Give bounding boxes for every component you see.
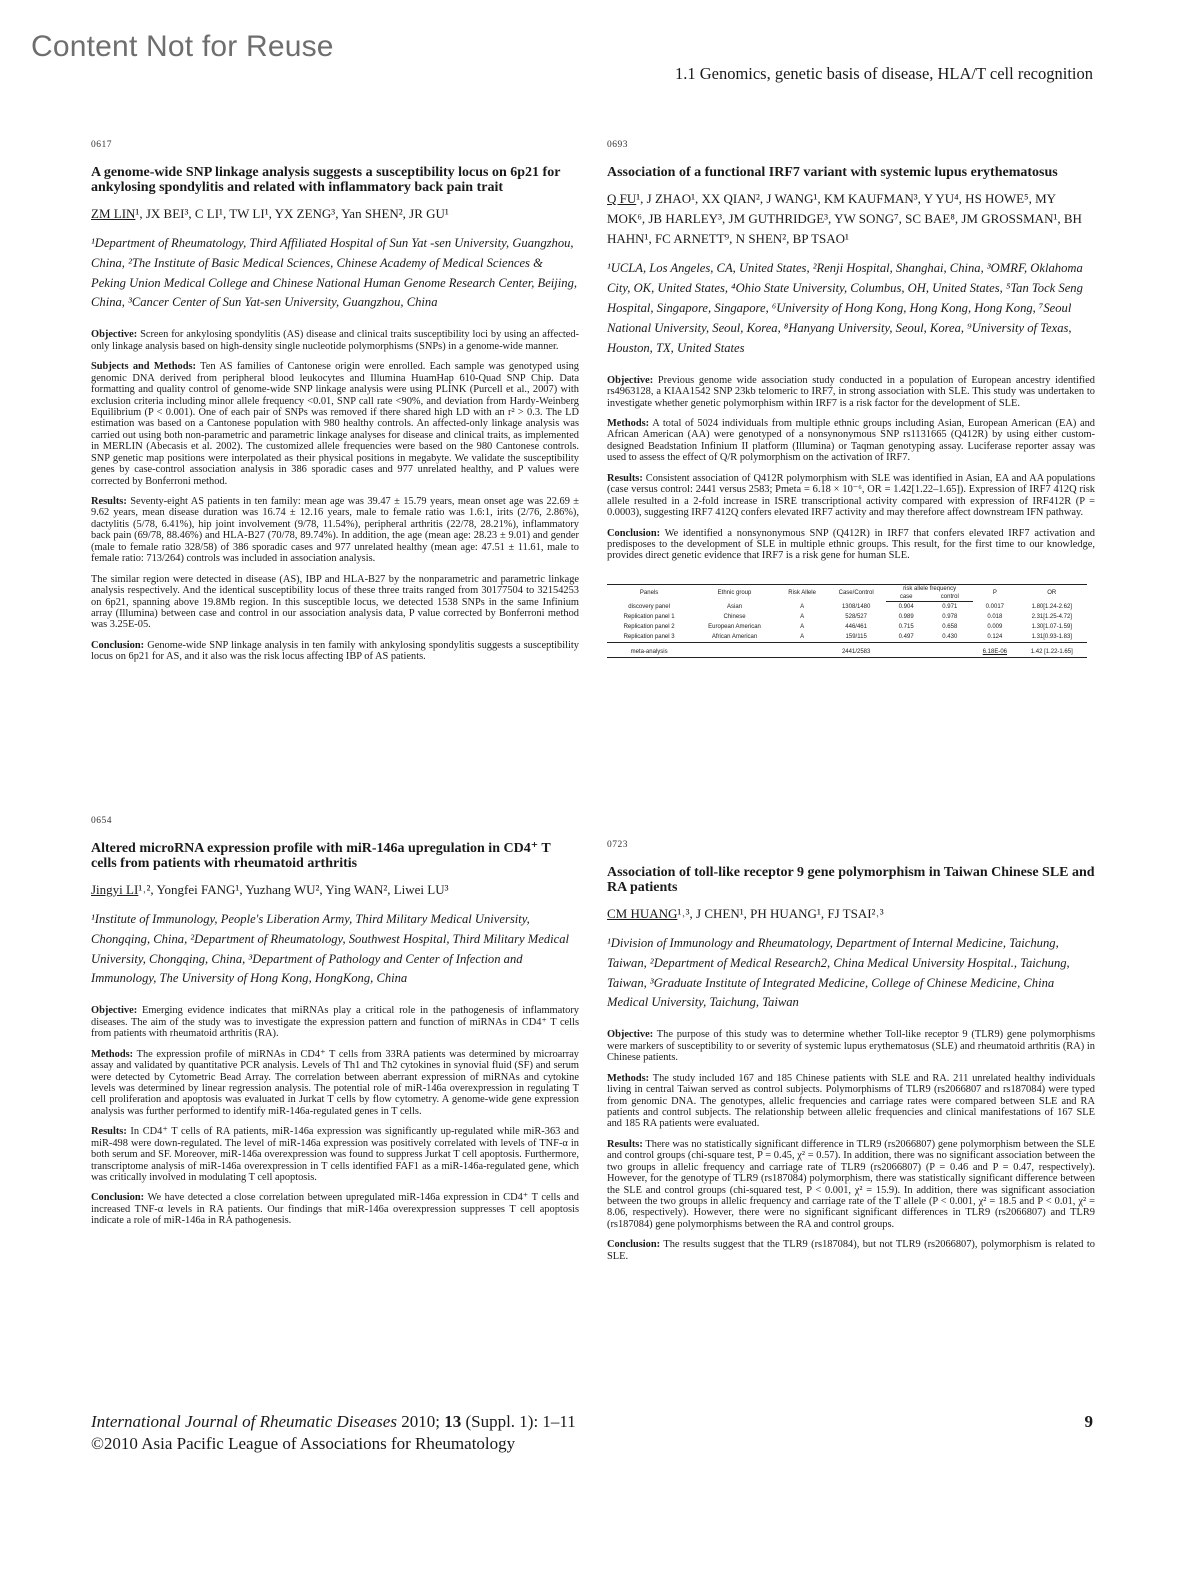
abstract-0617 — [91, 140, 579, 672]
table-header: OR — [1017, 584, 1087, 601]
table-header: risk allele frequency — [886, 584, 973, 593]
presenting-author: Q FU — [607, 190, 637, 206]
table-header: Case/Control — [826, 584, 886, 601]
abstract-id: 0617 — [91, 140, 112, 150]
table-header: P — [973, 584, 1016, 601]
section-conclusion: Conclusion: We identified a nonsynonymous SNP (Q412R) in IRF7 that confers elevated IRF7 activation and predisposes to the development of SLE in multiple ethnic groups. This result, for the first time to our knowledge, provides direct genetic evidence that IRF7 is a risk gene for human SLE. — [607, 527, 1095, 562]
abstract-0654 — [91, 816, 579, 1236]
footer-copyright: ©2010 Asia Pacific League of Associations for Rheumatology — [91, 1434, 516, 1453]
table-subheader: case — [886, 593, 926, 602]
abstract-title: Association of toll-like receptor 9 gene polymorphism in Taiwan Chinese SLE and RA patients — [607, 865, 1095, 895]
section-results: Results: Seventy-eight AS patients in ten family: mean age was 39.47 ± 15.79 years, mean onset age was 22.69 ± 9.62 years, mean disease duration was 16.74 ± 12.16 years, male to female ratio was 1.6:1, irits (2/76, 2.86%), dactylitis (5/78, 6.41%), hip joint involvement (9/78, 11.54%), peripheral arthritis (22/78, 28.21%), inflammatory back pain (69/78, 88.46%) and HLA-B27 (70/78, 89.74%). In addition, the age (mean age: 28.23 ± 9.01) and gender (male to female ratio 328/58) of 386 sporadic cases and 977 unrelated healthy (mean age: 47.51 ± 11.61, male to female ratio: 713/264) controls was included in association analysis. — [91, 496, 579, 565]
table-row: Replication panel 1 Chinese A 528/527 0.989 0.978 0.018 2.31[1.25-4.72] — [623, 613, 1072, 620]
abstract-affiliations: ¹Division of Immunology and Rheumatology, Department of Internal Medicine, Taichung, Taiwan, ²Department of Medical Research2, China Medical University Hospital., Taichung, Taiwan, ³Graduate Institute of Integrated Medicine, College of Chinese Medicine, China Medical University, Taichung, Taiwan — [607, 935, 1070, 1010]
table-subheader: control — [926, 593, 973, 602]
abstract-affiliations: ¹UCLA, Los Angeles, CA, United States, ²Renji Hospital, Shanghai, China, ³OMRF, Oklahoma City, OK, United States, ⁴Ohio State University, Columbus, OH, United States, ⁵Tan Tock Seng Hospital, Singapore, Singapore, ⁶University of Hong Kong, Hong Kong, Hong Kong, ⁷Seoul National University, Seoul, Korea, ⁸Hanyang University, Seoul, Korea, ⁹University of Texas, Houston, TX, United States — [607, 261, 1083, 355]
abstract-id: 0654 — [91, 816, 112, 826]
abstract-id: 0693 — [607, 140, 628, 150]
section-objective: Objective: The purpose of this study was to determine whether Toll-like receptor 9 (TLR9) gene polymorphisms were markers of susceptibility to or severity of systemic lupus erythematosus (SLE) and rheumatoid arthritis (RA) in Chinese patients. — [607, 1029, 1095, 1064]
table-row-meta-analysis: meta-analysis 2441/2583 6.18E-06 1.42 [1.22-1.65] — [607, 642, 1087, 657]
abstract-authors — [607, 189, 1095, 249]
section-conclusion: Conclusion: Genome-wide SNP linkage analysis in ten family with ankylosing spondylitis suggests a susceptibility locus on 6p21 for AS, and it also was the risk locus affecting IBP of AS patients. — [91, 639, 579, 663]
coauthors: ¹, J ZHAO¹, XX QIAN², J WANG¹, KM KAUFMAN³, Y YU⁴, HS HOWE⁵, MY MOK⁶, JB HARLEY³, JM GUTHRIDGE³, YW SONG⁷, SC BAE⁸, JM GROSSMAN¹, BH HAHN¹, FC ARNETT⁹, N SHEN², BP TSAO¹ — [607, 190, 1082, 247]
section-objective: Objective: Previous genome wide association study conducted in a population of European ancestry identified rs4963128, a KIAA1542 SNP 23kb telomeric to IRF7, in strong association with SLE. This study was undertaken to investigate whether genetic polymorphism within IRF7 is a risk factor for the development of SLE. — [607, 374, 1095, 409]
running-head: 1.1 Genomics, genetic basis of disease, HLA/T cell recognition — [674, 64, 1093, 83]
table-row: Replication panel 2 European American A 446/461 0.715 0.658 0.009 1.30[1.07-1.59] — [623, 623, 1072, 630]
presenting-author: ZM LIN — [91, 205, 136, 221]
section-results: Results: Consistent association of Q412R polymorphism with SLE was identified in Asian, EA and AA populations (case versus control: 2441 versus 2583; Pmeta = 6.18 × 10⁻⁶, OR = 1.42[1.22–1.65]). Expression of IRF7 412Q risk allele resulted in a 2-fold increase in ISRE transcriptional activity compared with expression of IRF412R (P = 0.0003), suggesting IRF7 412Q confers elevated IRF7 activity and may therefore affect downstream IFN pathway. — [607, 472, 1095, 519]
section-results-continued: The similar region were detected in disease (AS), IBP and HLA-B27 by the nonparametric and parametric linkage analysis respectively. And the identical susceptibility locus of these three traits ranged from 30177504 to 32154253 on 6p21, spanning above 19.8Mb region. In this susceptible locus, we detected 1538 SNPs in the same Infinium array (Illumina) between case and control in our association analysis data, P value corrected by Bonferroni method was 3.25E-05. — [91, 573, 579, 631]
section-methods: Methods: The study included 167 and 185 Chinese patients with SLE and RA. 211 unrelated healthy individuals living in central Taiwan served as control subjects. Polymorphisms of TLR9 (rs2066807 and rs187084) were typed from genomic DNA. The genotypes, allelic frequencies and carriage rates were compared between SLE and RA patients and control subjects. The relationship between allelic frequencies and clinical manifestations of 167 SLE and 185 RA patients were evaluated. — [607, 1072, 1095, 1130]
page-number: 9 — [1084, 1412, 1093, 1431]
abstract-title: Association of a functional IRF7 variant with systemic lupus erythematosus — [607, 165, 1058, 180]
section-conclusion: Conclusion: The results suggest that the TLR9 (rs187084), but not TLR9 (rs2066807), polymorphism is related to SLE. — [607, 1239, 1095, 1262]
abstract-0693 — [607, 140, 1095, 658]
presenting-author: CM HUANG — [607, 905, 678, 921]
abstract-authors — [91, 204, 579, 224]
table-header: Risk Allele — [778, 584, 826, 601]
section-conclusion: Conclusion: We have detected a close correlation between upregulated miR-146a expression in CD4⁺ T cells and increased TNF-α levels in RA patients. Our findings that miR-146a overexpression suppresses T cell apoptosis indicate a role of miR-146a in RA pathogenesis. — [91, 1192, 579, 1227]
section-objective: Objective: Screen for ankylosing spondylitis (AS) disease and clinical traits susceptibility loci by using an affected-only linkage analysis based on high-density single nucleotide polymorphisms (SNPs) in a genome-wide manner. — [91, 329, 579, 352]
abstract-title: Altered microRNA expression profile with miR-146a upregulation in CD4⁺ T cells from patients with rheumatoid arthritis — [91, 841, 551, 871]
table-row: Replication panel 3 African American A 159/115 0.497 0.430 0.124 1.31[0.93-1.83] — [623, 633, 1072, 640]
abstract-0723 — [607, 840, 1095, 1271]
abstract-affiliations: ¹Department of Rheumatology, Third Affiliated Hospital of Sun Yat -sen University, Guangzhou, China, ²The Institute of Basic Medical Sciences, Chinese Academy of Medical Sciences & Peking Union Medical College and Chinese National Human Genome Research Center, Beijing, China, ³Cancer Center of Sun Yat-sen University, Guangzhou, China — [91, 235, 578, 310]
results-table — [607, 584, 1087, 658]
footer-citation: International Journal of Rheumatic Diseases 2010; 13 (Suppl. 1): 1–11 — [91, 1412, 576, 1431]
section-results: Results: In CD4⁺ T cells of RA patients, miR-146a expression was significantly up-regulated while miR-363 and miR-498 were down-regulated. The level of miR-146a expression was positively correlated with levels of TNF-α in both serum and SF. Moreover, miR-146a overexpression was found to suppress Jurkat T cell apoptosis. Furthermore, transcriptome analysis of miR-146a overexpression in T cells identified FAF1 as a miR-146a-regulated gene, which was critically involved in modulating T cell apoptosis. — [91, 1126, 579, 1184]
abstract-authors — [607, 904, 1095, 924]
table-header: Ethnic group — [691, 584, 778, 601]
coauthors: ¹˒³, J CHEN¹, PH HUANG¹, FJ TSAI²˒³ — [677, 905, 884, 921]
coauthors: ¹, JX BEI³, C LI¹, TW LI¹, YX ZENG³, Yan SHEN², JR GU¹ — [135, 205, 449, 221]
section-methods: Methods: A total of 5024 individuals from multiple ethnic groups including Asian, European American (EA) and African American (AA) were genotyped of a nonsynonymous SNP rs1131665 (Q412R) by using either custom-designed Beadstation Infinium II platform (Illumina) or Taqman genotyping assay. Luciferase reporter assay was used to assess the effect of Q/R polymorphism on the activation of IRF7. — [607, 418, 1095, 464]
section-methods: Subjects and Methods: Ten AS families of Cantonese origin were enrolled. Each sample was genotyped using genomic DNA derived from peripheral blood leukocytes and Illumina HuamHap 610-Quad SNP Chip. Data formatting and quality control of genome-wide SNP linkage analysis were using PLINK (Purcell et al., 2007) with exclusion criteria including minor allele frequency <0.01, SNP call rate <90%, and deviation from Hardy-Weinberg Equilibrium (P < 0.001). One of each pair of SNPs was removed if there shared high LD with an r² > 0.3. The LD estimation was based on a Cantonese population with 980 healthy controls. An affected-only linkage analysis was carried out using both non-parametric and parametric linkage analyses for disease and clinical traits, as implemented in MERLIN (Abecasis et al. 2002). The customized allele frequencies were based on the 980 Cantonese controls. SNP genetic map positions were interpolated as their physical positions in megabyte. We validate the susceptibility genes by case-control association analysis in 386 sporadic cases and 977 unrelated healthy, and P values were corrected by Bonferroni method. — [91, 361, 579, 487]
table-header: Panels — [607, 584, 691, 601]
table-row: discovery panel Asian A 1308/1480 0.904 0.971 0.0017 1.80[1.24-2.62] — [628, 603, 1072, 610]
abstract-title: A genome-wide SNP linkage analysis suggests a susceptibility locus on 6p21 for ankylosing spondylitis and related with inflammatory back pain trait — [91, 165, 561, 195]
abstract-id: 0723 — [607, 840, 628, 850]
section-objective: Objective: Emerging evidence indicates that miRNAs play a critical role in the pathogenesis of inflammatory diseases. The aim of the study was to investigate the expression pattern and function of miRNAs in CD4⁺ T cells from patients with rheumatoid arthritis (RA). — [91, 1005, 579, 1040]
presenting-author: Jingyi LI — [91, 881, 139, 897]
abstract-affiliations: ¹Institute of Immunology, People's Liberation Army, Third Military Medical University, Chongqing, China, ²Department of Rheumatology, Southwest Hospital, Third Military Medical University, Chongqing, China, ³Department of Pathology and Center of Infection and Immunology, The University of Hong Kong, HongKong, China — [91, 911, 570, 986]
coauthors: ¹˒², Yongfei FANG¹, Yuzhang WU², Ying WAN², Liwei LU³ — [138, 881, 449, 897]
section-results: Results: There was no statistically significant difference in TLR9 (rs2066807) gene polymorphism between the SLE and control groups (chi-square test, P = 0.45, χ² = 0.57). In addition, there was no significant association between the two groups in allelic frequency and carriage rate of TLR9 (rs2066807) (P = 0.46 and P = 0.47, respectively). However, for the genotype of TLR9 (rs187084) polymorphism, there was statistically significant difference between the SLE and control groups (chi-squared test, P < 0.001, χ² = 15.9). In addition, there was significant association between the two groups in allelic frequency and carriage rate of the T allele (P < 0.001, χ² = 18.5 and P < 0.01, χ² = 8.06, respectively). However, there were no significant significant differences in TLR9 (rs2066807) and TLR9 (rs187084) gene polymorphisms between the RA and control groups. — [607, 1138, 1095, 1230]
abstract-authors — [91, 880, 579, 900]
watermark: Content Not for Reuse — [31, 30, 334, 63]
section-methods: Methods: The expression profile of miRNAs in CD4⁺ T cells from 33RA patients was determined by microarray assay and validated by quantitative PCR analysis. Levels of Th1 and Th2 cytokines in synovial fluid (SF) and serum were detected by Cytometric Bead Array. The correlation between aberrant expression of miRNAs and cytokine levels was determined by linear regression analysis. The potential role of miR-146a overexpression in regulating T cell proliferation and apoptosis was evaluated in Jurkat T cells by flow cytometry. A genome-wide gene expression analysis was further performed to identify miR-146a-regulated genes in T cells. — [91, 1048, 579, 1117]
